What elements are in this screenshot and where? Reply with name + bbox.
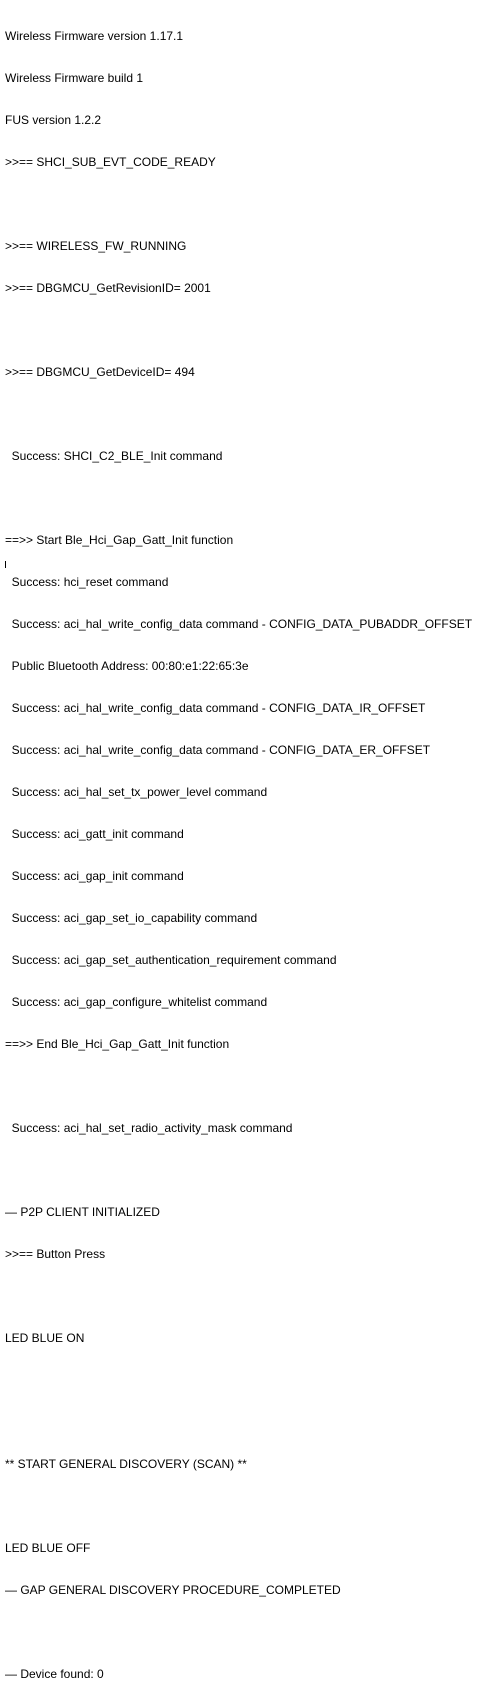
- console-line: Success: hci_reset command: [5, 575, 169, 589]
- console-line: Success: aci_gap_configure_whitelist command: [5, 995, 268, 1009]
- console-line: >>== SHCI_SUB_EVT_CODE_READY: [5, 155, 216, 169]
- console-line: Success: aci_gap_set_authentication_requirement command: [5, 953, 337, 967]
- console-line: [5, 1499, 481, 1513]
- console-line: Success: SHCI_C2_BLE_Init command: [5, 449, 223, 463]
- console-line: Success: aci_gatt_init command: [5, 827, 184, 841]
- console-line: Wireless Firmware version 1.17.1: [5, 29, 184, 43]
- console-line: Success: aci_hal_write_config_data command - CONFIG_DATA_IR_OFFSET: [5, 701, 426, 715]
- console-line: [5, 1163, 481, 1177]
- console-line: [5, 323, 481, 337]
- console-line: [5, 1373, 481, 1387]
- console-line: ==>> Start Ble_Hci_Gap_Gatt_Init function: [5, 533, 234, 547]
- console-line: >>== WIRELESS_FW_RUNNING: [5, 239, 187, 253]
- console-line: Success: aci_gap_init command: [5, 869, 184, 883]
- console-line: Public Bluetooth Address: 00:80:e1:22:65:3e: [5, 659, 249, 673]
- text-cursor: [5, 561, 6, 568]
- console-line: [5, 1625, 481, 1639]
- console-line: Success: aci_hal_set_radio_activity_mask command: [5, 1121, 293, 1135]
- console-line: Success: aci_hal_write_config_data command - CONFIG_DATA_PUBADDR_OFFSET: [5, 617, 473, 631]
- console-line: Success: aci_gap_set_io_capability command: [5, 911, 258, 925]
- console-line: [5, 1289, 481, 1303]
- console-line: [5, 1415, 481, 1429]
- console-line: >>== DBGMCU_GetDeviceID= 494: [5, 365, 195, 379]
- console-line: LED BLUE OFF: [5, 1541, 91, 1555]
- console-line: [5, 197, 481, 211]
- console-line: — Device found: 0: [5, 1667, 104, 1681]
- serial-console-output[interactable]: [5, 1, 481, 1681]
- console-line: [5, 1079, 481, 1093]
- console-line: — GAP GENERAL DISCOVERY PROCEDURE_COMPLETED: [5, 1583, 341, 1597]
- console-line: Wireless Firmware build 1: [5, 71, 144, 85]
- console-line: [5, 491, 481, 505]
- console-line: >>== Button Press: [5, 1247, 106, 1261]
- console-line: ==>> End Ble_Hci_Gap_Gatt_Init function: [5, 1037, 230, 1051]
- console-line: FUS version 1.2.2: [5, 113, 102, 127]
- console-line: Success: aci_hal_write_config_data command - CONFIG_DATA_ER_OFFSET: [5, 743, 431, 757]
- console-line: Success: aci_hal_set_tx_power_level command: [5, 785, 268, 799]
- console-line: LED BLUE ON: [5, 1331, 85, 1345]
- console-line: ** START GENERAL DISCOVERY (SCAN) **: [5, 1457, 247, 1471]
- console-line: [5, 407, 481, 421]
- console-line: >>== DBGMCU_GetRevisionID= 2001: [5, 281, 211, 295]
- console-line: — P2P CLIENT INITIALIZED: [5, 1205, 160, 1219]
